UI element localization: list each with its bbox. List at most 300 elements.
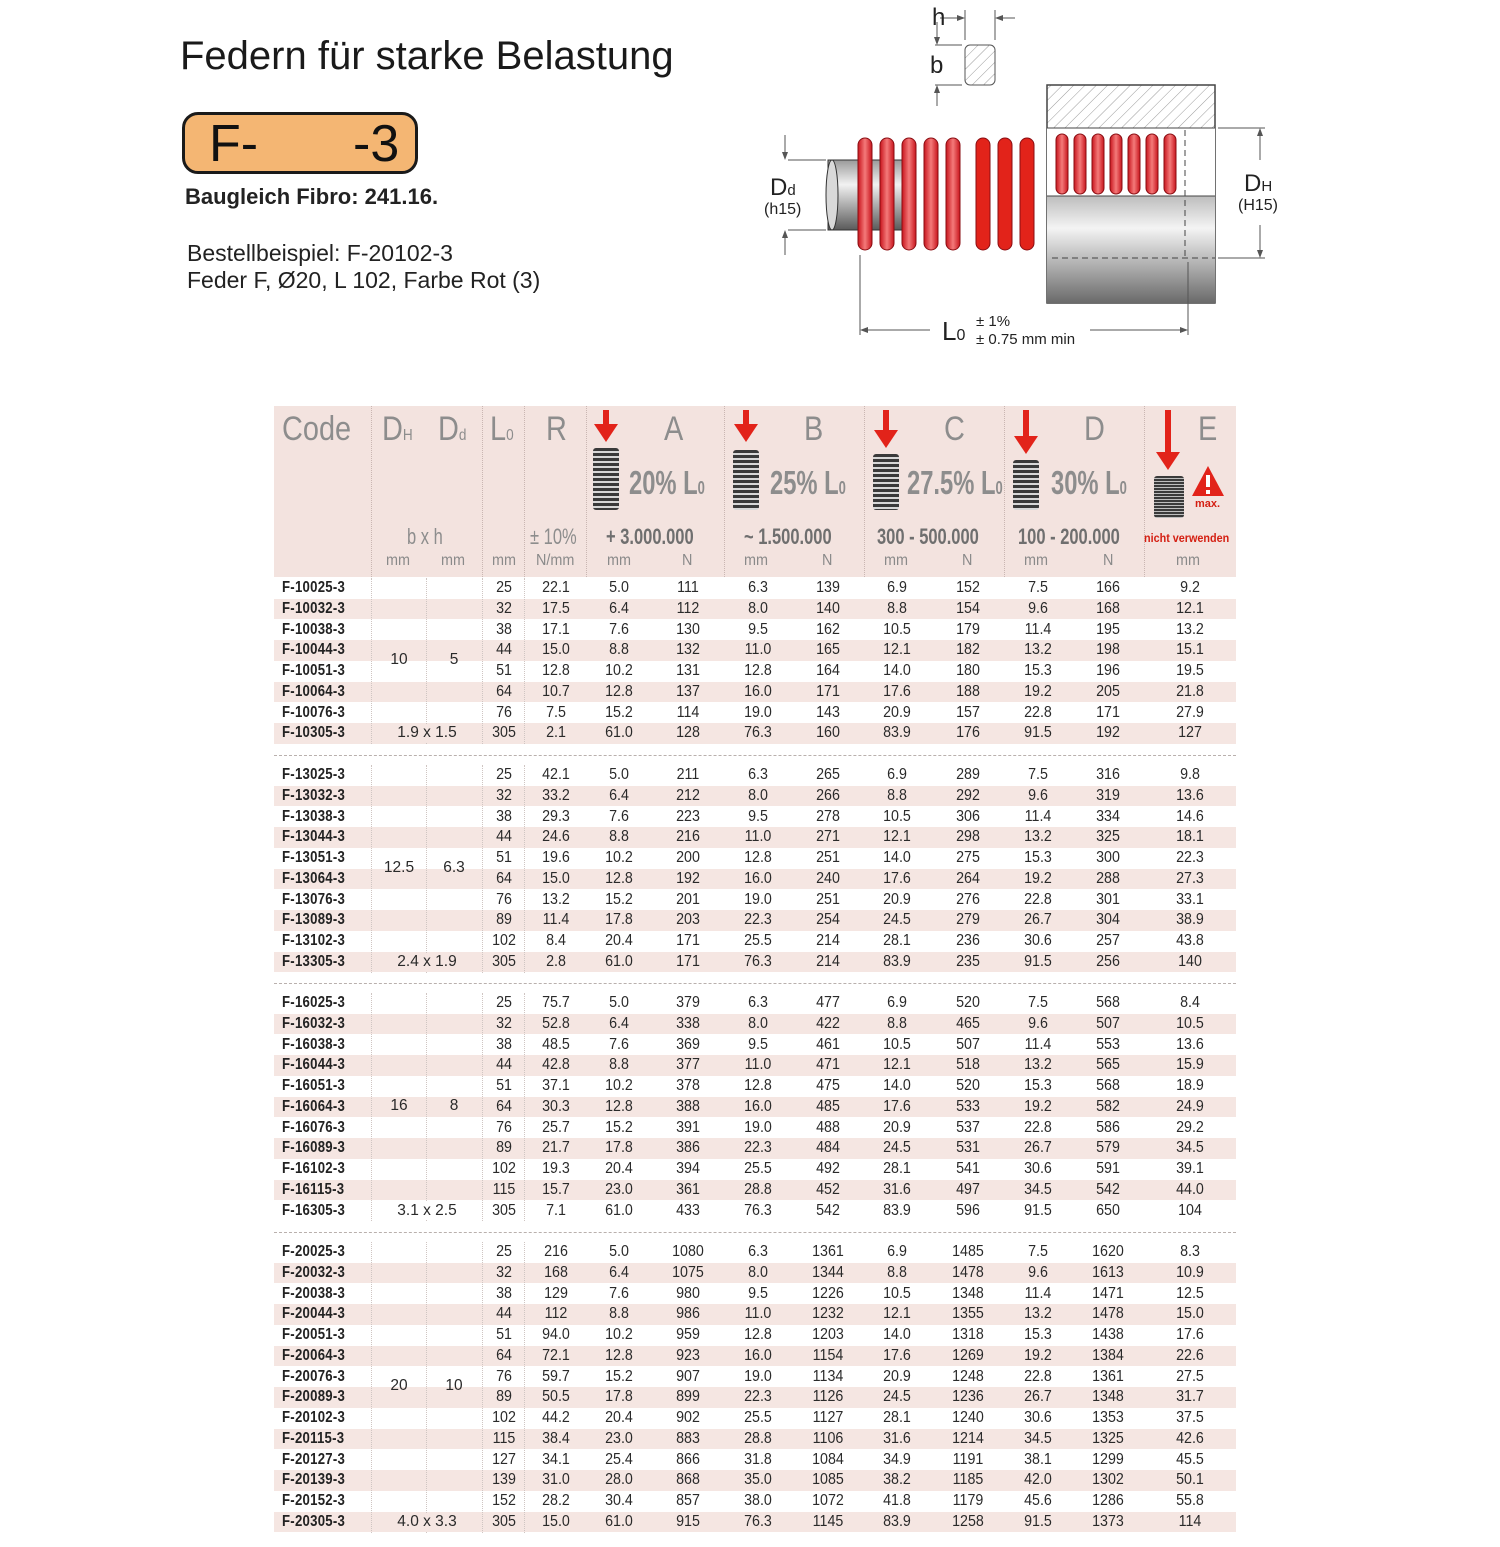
row-cell: 6.3 <box>748 994 768 1011</box>
row-cell: 160 <box>816 724 840 742</box>
row-cell: 38 <box>496 1035 512 1053</box>
row-cell: 10.5 <box>883 1035 911 1053</box>
row-cell: 112 <box>544 1305 568 1323</box>
max-label: max. <box>1195 498 1221 510</box>
row-cell: 986 <box>676 1305 700 1323</box>
row-cell: 12.1 <box>883 641 911 659</box>
row-cell: 1355 <box>952 1305 984 1323</box>
row-cell: 7.5 <box>546 703 566 721</box>
label-h: h <box>932 4 946 31</box>
row-code: F-10025-3 <box>282 579 346 596</box>
row-cell: 13.2 <box>1024 1305 1052 1323</box>
row-cell: 883 <box>676 1429 700 1447</box>
row-cell: 492 <box>816 1160 840 1177</box>
row-cell: 1478 <box>952 1263 984 1281</box>
row-cell: 17.8 <box>605 1139 633 1157</box>
row-cell: 1080 <box>672 1243 704 1260</box>
row-cell: 132 <box>676 641 700 659</box>
row-cell: 1240 <box>952 1409 984 1426</box>
row-code: F-20127-3 <box>282 1450 346 1468</box>
row-cell: 26.7 <box>1024 1139 1052 1157</box>
row-cell: 256 <box>1096 952 1120 970</box>
tolerance-percent: ± 1% <box>976 313 1011 330</box>
row-cell: 21.8 <box>1176 682 1204 700</box>
row-cell: 30.6 <box>1024 932 1052 949</box>
row-cell: 20.4 <box>605 1160 633 1177</box>
row-cell: 32 <box>496 599 512 617</box>
row-code: F-13038-3 <box>282 807 346 825</box>
row-cell: 192 <box>676 869 700 887</box>
row-cell: 8.0 <box>748 1014 768 1032</box>
row-cell: 28.1 <box>883 1409 911 1426</box>
row-cell: 866 <box>676 1450 700 1468</box>
row-code: F-20038-3 <box>282 1284 346 1302</box>
table-row <box>274 620 1236 641</box>
row-cell: 22.3 <box>744 1139 772 1157</box>
row-cell: 8.8 <box>887 786 907 804</box>
unit-e-mm: mm <box>1176 552 1200 569</box>
column-divider <box>482 993 483 1221</box>
row-cell: 223 <box>676 807 700 825</box>
row-cell: 212 <box>676 786 700 804</box>
row-cell: 33.1 <box>1176 890 1204 908</box>
row-cell: 61.0 <box>605 1512 633 1530</box>
row-cell: 10.2 <box>605 1077 633 1094</box>
row-cell: 531 <box>956 1139 980 1157</box>
row-cell: 216 <box>676 828 700 846</box>
row-cell: 89 <box>496 911 512 929</box>
row-cell: 12.1 <box>1176 599 1204 617</box>
row-cell: 17.5 <box>542 599 570 617</box>
row-cell: 1084 <box>812 1450 844 1468</box>
header-d: D <box>1084 410 1105 448</box>
row-cell: 55.8 <box>1176 1492 1204 1509</box>
row-cell: 9.5 <box>748 1284 768 1302</box>
row-cell: 298 <box>956 828 980 846</box>
row-cell: 7.5 <box>1028 1243 1048 1260</box>
row-cell: 32 <box>496 1263 512 1281</box>
row-cell: 19.6 <box>542 849 570 866</box>
row-cell: 51 <box>496 1326 512 1343</box>
row-cell: 11.4 <box>1024 1035 1052 1053</box>
row-cell: 11.4 <box>1024 807 1052 825</box>
group-separator <box>274 755 1236 756</box>
row-cell: 857 <box>676 1492 700 1509</box>
row-code: F-16064-3 <box>282 1097 346 1115</box>
row-cell: 16.0 <box>744 1346 772 1364</box>
row-cell: 292 <box>956 786 980 804</box>
row-code: F-16076-3 <box>282 1118 346 1136</box>
fibro-reference: Baugleich Fibro: 241.16. <box>185 184 439 209</box>
row-code: F-16038-3 <box>282 1035 346 1053</box>
row-cell: 25 <box>496 766 512 783</box>
row-cell: 15.2 <box>605 1118 633 1136</box>
row-cell: 27.5 <box>1176 1367 1204 1385</box>
row-cell: 386 <box>676 1139 700 1157</box>
row-cell: 240 <box>816 869 840 887</box>
row-cell: 44.0 <box>1176 1180 1204 1198</box>
column-divider <box>524 1242 525 1533</box>
row-cell: 369 <box>676 1035 700 1053</box>
row-code: F-13032-3 <box>282 786 346 804</box>
row-cell: 76.3 <box>744 1201 772 1219</box>
label-l0: L0 <box>942 316 966 346</box>
order-example-line2: Feder F, Ø20, L 102, Farbe Rot (3) <box>187 267 541 293</box>
group-dd: 8 <box>449 1097 459 1115</box>
row-cell: 8.0 <box>748 599 768 617</box>
row-code: F-20051-3 <box>282 1326 346 1343</box>
row-code: F-13305-3 <box>282 952 346 970</box>
row-cell: 520 <box>956 994 980 1011</box>
table-row <box>274 1408 1236 1429</box>
row-cell: 465 <box>956 1014 980 1032</box>
row-code: F-10051-3 <box>282 662 346 679</box>
row-cell: 13.2 <box>1024 1056 1052 1074</box>
row-cell: 1384 <box>1092 1346 1124 1364</box>
row-cell: 15.2 <box>605 1367 633 1385</box>
row-cell: 10.5 <box>883 1284 911 1302</box>
group-bxh: 3.1 x 2.5 <box>379 1202 475 1220</box>
row-cell: 9.8 <box>1180 766 1200 783</box>
label-dh: DH <box>1244 170 1273 197</box>
row-cell: 152 <box>492 1492 516 1509</box>
row-cell: 10.5 <box>1176 1014 1204 1032</box>
row-cell: 394 <box>676 1160 700 1177</box>
row-cell: 12.8 <box>744 1077 772 1094</box>
row-cell: 168 <box>1096 599 1120 617</box>
row-cell: 959 <box>676 1326 700 1343</box>
row-cell: 38.2 <box>883 1471 911 1489</box>
arrow-down-icon <box>594 424 618 442</box>
row-cell: 13.2 <box>1024 828 1052 846</box>
row-cell: 1302 <box>1092 1471 1124 1489</box>
unit-d-n: N <box>1103 552 1114 569</box>
row-cell: 1348 <box>1092 1388 1124 1406</box>
column-divider <box>482 578 483 744</box>
row-cell: 8.8 <box>609 641 629 659</box>
row-cell: 7.6 <box>609 807 629 825</box>
row-cell: 251 <box>816 849 840 866</box>
row-cell: 44.2 <box>542 1409 570 1426</box>
row-cell: 278 <box>816 807 840 825</box>
table-row <box>274 910 1236 931</box>
row-cell: 44 <box>496 1056 512 1074</box>
row-cell: 12.5 <box>1176 1284 1204 1302</box>
row-cell: 76 <box>496 703 512 721</box>
row-cell: 45.6 <box>1024 1492 1052 1509</box>
row-code: F-16305-3 <box>282 1201 346 1219</box>
row-cell: 18.1 <box>1176 828 1204 846</box>
row-cell: 1106 <box>812 1429 844 1447</box>
row-cell: 22.3 <box>744 1388 772 1406</box>
row-cell: 165 <box>816 641 840 659</box>
row-cell: 34.1 <box>542 1450 570 1468</box>
row-cell: 461 <box>816 1035 840 1053</box>
row-cell: 34.5 <box>1176 1139 1204 1157</box>
row-cell: 12.8 <box>605 1097 633 1115</box>
row-cell: 17.6 <box>883 682 911 700</box>
table-row <box>274 1055 1236 1076</box>
table-row <box>274 1242 1236 1263</box>
row-cell: 433 <box>676 1201 700 1219</box>
row-cell: 12.8 <box>744 1326 772 1343</box>
row-cell: 34.9 <box>883 1450 911 1468</box>
row-cell: 236 <box>956 932 980 949</box>
row-cell: 23.0 <box>605 1180 633 1198</box>
row-cell: 139 <box>816 579 840 596</box>
table-row <box>274 1138 1236 1159</box>
row-cell: 64 <box>496 1097 512 1115</box>
table-row <box>274 1304 1236 1325</box>
row-cell: 38.0 <box>744 1492 772 1509</box>
row-cell: 91.5 <box>1024 724 1052 742</box>
row-cell: 83.9 <box>883 1201 911 1219</box>
table-row <box>274 1429 1236 1450</box>
table-row <box>274 1035 1236 1056</box>
row-cell: 24.5 <box>883 1139 911 1157</box>
row-cell: 13.2 <box>542 890 570 908</box>
header-a-pct: 20% L0 <box>629 464 705 501</box>
row-cell: 1126 <box>812 1388 844 1406</box>
row-cell: 8.8 <box>609 1305 629 1323</box>
row-cell: 64 <box>496 869 512 887</box>
row-cell: 15.0 <box>542 1512 570 1530</box>
row-code: F-16032-3 <box>282 1014 346 1032</box>
badge-suffix: -3 <box>353 115 400 173</box>
row-cell: 477 <box>816 994 840 1011</box>
row-cell: 591 <box>1096 1160 1120 1177</box>
table-row <box>274 1325 1236 1346</box>
row-cell: 1236 <box>952 1388 984 1406</box>
spring-solid-icon <box>1154 476 1184 518</box>
row-cell: 31.0 <box>542 1471 570 1489</box>
row-code: F-16051-3 <box>282 1077 346 1094</box>
row-cell: 1620 <box>1092 1243 1124 1260</box>
spring-compressed-icon <box>733 450 759 510</box>
row-cell: 22.3 <box>1176 849 1204 866</box>
row-cell: 10.9 <box>1176 1263 1204 1281</box>
row-cell: 19.0 <box>744 1118 772 1136</box>
row-cell: 102 <box>492 1160 516 1177</box>
row-cell: 305 <box>492 724 516 742</box>
row-cell: 1344 <box>812 1263 844 1281</box>
row-cell: 102 <box>492 932 516 949</box>
row-cell: 83.9 <box>883 1512 911 1530</box>
row-cell: 11.0 <box>744 641 772 659</box>
group-dh: 10 <box>390 651 408 668</box>
row-cell: 19.0 <box>744 1367 772 1385</box>
row-cell: 115 <box>492 1180 516 1198</box>
unit-l0: mm <box>492 552 516 569</box>
row-cell: 15.7 <box>542 1180 570 1198</box>
row-cell: 254 <box>816 911 840 929</box>
row-cell: 154 <box>956 599 980 617</box>
row-cell: 30.6 <box>1024 1409 1052 1426</box>
row-cell: 19.0 <box>744 703 772 721</box>
row-cell: 195 <box>1096 620 1120 638</box>
row-code: F-16089-3 <box>282 1139 346 1157</box>
row-code: F-20089-3 <box>282 1388 346 1406</box>
row-cell: 15.3 <box>1024 1077 1052 1094</box>
row-cell: 15.0 <box>542 869 570 887</box>
row-cell: 565 <box>1096 1056 1120 1074</box>
row-cell: 42.0 <box>1024 1471 1052 1489</box>
table-row <box>274 703 1236 724</box>
row-cell: 22.8 <box>1024 1367 1052 1385</box>
label-dd-tolerance: (h15) <box>764 201 802 218</box>
row-cell: 568 <box>1096 994 1120 1011</box>
row-cell: 76.3 <box>744 952 772 970</box>
row-code: F-10076-3 <box>282 703 346 721</box>
unit-b-n: N <box>822 552 833 569</box>
row-code: F-16025-3 <box>282 994 346 1011</box>
row-code: F-20102-3 <box>282 1409 346 1426</box>
row-cell: 9.5 <box>748 807 768 825</box>
row-cell: 19.3 <box>542 1160 570 1177</box>
row-cell: 8.8 <box>887 1014 907 1032</box>
row-cell: 50.5 <box>542 1388 570 1406</box>
label-dd: Dd <box>770 174 796 201</box>
row-code: F-13064-3 <box>282 869 346 887</box>
row-code: F-13089-3 <box>282 911 346 929</box>
row-cell: 17.6 <box>1176 1326 1204 1343</box>
row-cell: 38 <box>496 620 512 638</box>
row-cell: 12.8 <box>605 869 633 887</box>
row-cell: 6.4 <box>609 1263 629 1281</box>
row-cell: 25.7 <box>542 1118 570 1136</box>
row-cell: 9.6 <box>1028 1263 1048 1281</box>
row-cell: 12.1 <box>883 828 911 846</box>
table-row <box>274 1118 1236 1139</box>
row-cell: 7.1 <box>546 1201 566 1219</box>
row-cell: 216 <box>544 1243 568 1260</box>
row-cell: 14.6 <box>1176 807 1204 825</box>
row-cell: 316 <box>1096 766 1120 783</box>
row-cell: 1478 <box>1092 1305 1124 1323</box>
row-cell: 1353 <box>1092 1409 1124 1426</box>
row-cell: 899 <box>676 1388 700 1406</box>
table-row <box>274 1263 1236 1284</box>
row-cell: 111 <box>677 579 699 596</box>
row-cell: 27.3 <box>1176 869 1204 887</box>
row-cell: 361 <box>676 1180 700 1198</box>
row-cell: 28.1 <box>883 932 911 949</box>
row-cell: 10.7 <box>542 682 570 700</box>
row-cell: 26.7 <box>1024 1388 1052 1406</box>
table-row <box>274 827 1236 848</box>
row-cell: 34.5 <box>1024 1180 1052 1198</box>
row-cell: 139 <box>492 1471 516 1489</box>
row-code: F-20152-3 <box>282 1492 346 1509</box>
row-cell: 289 <box>956 766 980 783</box>
row-cell: 9.5 <box>748 620 768 638</box>
header-d-pct: 30% L0 <box>1051 464 1127 501</box>
page-title: Federn für starke Belastung <box>180 34 674 78</box>
row-cell: 64 <box>496 1346 512 1364</box>
row-cell: 114 <box>676 703 700 721</box>
row-cell: 264 <box>956 869 980 887</box>
row-cell: 488 <box>816 1118 840 1136</box>
row-cell: 8.8 <box>887 1263 907 1281</box>
row-cell: 22.6 <box>1176 1346 1204 1364</box>
row-cell: 127 <box>492 1450 516 1468</box>
group-dd: 6.3 <box>443 858 465 876</box>
row-cell: 48.5 <box>542 1035 570 1053</box>
row-cell: 27.9 <box>1176 703 1204 721</box>
row-cell: 31.7 <box>1176 1388 1204 1406</box>
row-cell: 304 <box>1096 911 1120 929</box>
row-cell: 152 <box>956 579 980 596</box>
row-cell: 30.4 <box>605 1492 633 1509</box>
row-cell: 1085 <box>812 1471 844 1489</box>
row-cell: 568 <box>1096 1077 1120 1094</box>
column-divider <box>482 1242 483 1533</box>
header-code: Code <box>282 410 352 448</box>
row-code: F-13025-3 <box>282 766 346 783</box>
row-cell: 38.1 <box>1024 1450 1052 1468</box>
row-cell: 271 <box>816 828 840 846</box>
row-cell: 24.5 <box>883 911 911 929</box>
row-cell: 8.0 <box>748 1263 768 1281</box>
row-cell: 10.2 <box>605 849 633 866</box>
row-cell: 1179 <box>952 1492 984 1509</box>
row-cell: 1361 <box>812 1243 844 1260</box>
row-cell: 214 <box>816 952 840 970</box>
row-cell: 168 <box>544 1263 568 1281</box>
row-cell: 25 <box>496 579 512 596</box>
group-bxh: 2.4 x 1.9 <box>379 953 475 971</box>
row-cell: 171 <box>1096 703 1120 721</box>
row-cell: 15.3 <box>1024 662 1052 679</box>
arrow-down-icon <box>1156 452 1180 470</box>
row-cell: 542 <box>1096 1180 1120 1198</box>
unit-a-n: N <box>682 552 693 569</box>
row-cell: 17.8 <box>605 911 633 929</box>
row-cell: 6.4 <box>609 599 629 617</box>
row-cell: 7.6 <box>609 620 629 638</box>
row-cell: 24.6 <box>542 828 570 846</box>
row-cell: 9.5 <box>748 1035 768 1053</box>
header-r: R <box>546 410 567 448</box>
row-cell: 452 <box>816 1180 840 1198</box>
row-cell: 338 <box>676 1014 700 1032</box>
row-cell: 17.6 <box>883 1097 911 1115</box>
header-dh: DH <box>382 410 413 448</box>
row-cell: 42.8 <box>542 1056 570 1074</box>
unit-c-mm: mm <box>884 552 908 569</box>
row-cell: 39.1 <box>1176 1160 1204 1177</box>
row-cell: 11.0 <box>744 1056 772 1074</box>
row-cell: 1361 <box>1092 1367 1124 1385</box>
row-cell: 38 <box>496 807 512 825</box>
spring-compressed-icon <box>593 448 619 510</box>
row-code: F-13076-3 <box>282 890 346 908</box>
series-badge <box>182 112 418 174</box>
row-cell: 214 <box>816 932 840 949</box>
row-cell: 541 <box>956 1160 980 1177</box>
table-row <box>274 931 1236 952</box>
row-cell: 33.2 <box>542 786 570 804</box>
table-row <box>274 1284 1236 1305</box>
row-cell: 12.1 <box>883 1305 911 1323</box>
row-cell: 22.8 <box>1024 703 1052 721</box>
row-cell: 7.5 <box>1028 579 1048 596</box>
row-cell: 28.8 <box>744 1180 772 1198</box>
row-cell: 51 <box>496 849 512 866</box>
row-code: F-13102-3 <box>282 932 346 949</box>
row-cell: 37.1 <box>542 1077 570 1094</box>
row-cell: 10.2 <box>605 662 633 679</box>
